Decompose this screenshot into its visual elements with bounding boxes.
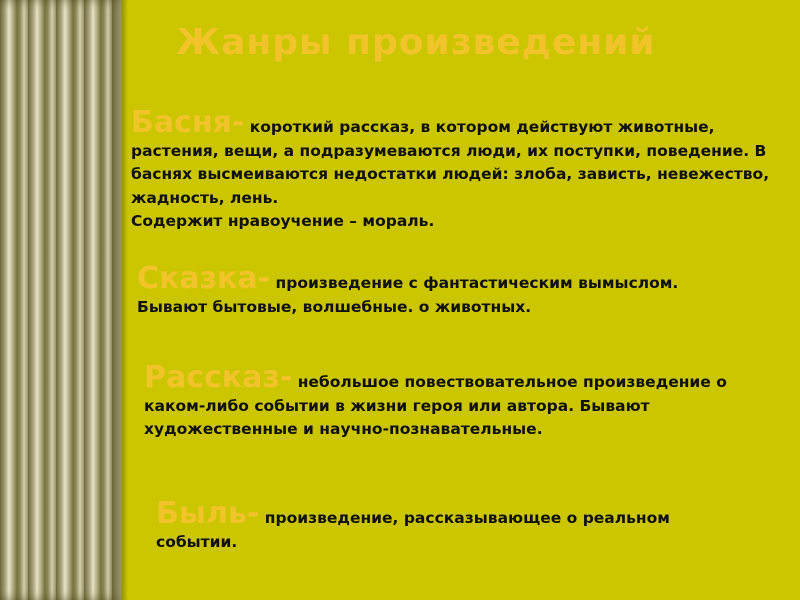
genre-true-story [156,496,746,554]
genre-moral-note: Содержит нравоучение – мораль. [131,212,435,230]
genre-fairy-tale [137,261,747,319]
genre-fable [131,105,771,234]
genre-definition-fairy-tale: произведение с фантастическим вымыслом. Бывают бытовые, волшебные. о животных. [137,274,679,316]
genre-term-story: Рассказ- [144,360,293,395]
genre-definition-fable: короткий рассказ, в котором действуют животные, растения, вещи, а подразумеваются люди, их поступки, поведение. В баснях высмеиваются недостатки людей: злоба, зависть, невежество, жадность, лень. [131,118,770,207]
genre-term-fairy-tale: Сказка- [137,261,271,296]
decorative-curtain [0,0,122,600]
genre-definition-story: небольшое повествовательное произведение о каком-либо событии в жизни героя или автора. Бывают художественные и научно-познавательные. [144,373,727,438]
genre-term-true-story: Быль- [156,496,260,531]
genre-term-fable: Басня- [131,105,245,140]
slide-title: Жанры произведений [176,22,656,63]
genre-definition-true-story: произведение, рассказывающее о реальном событии. [156,509,670,551]
genre-story [144,360,784,442]
